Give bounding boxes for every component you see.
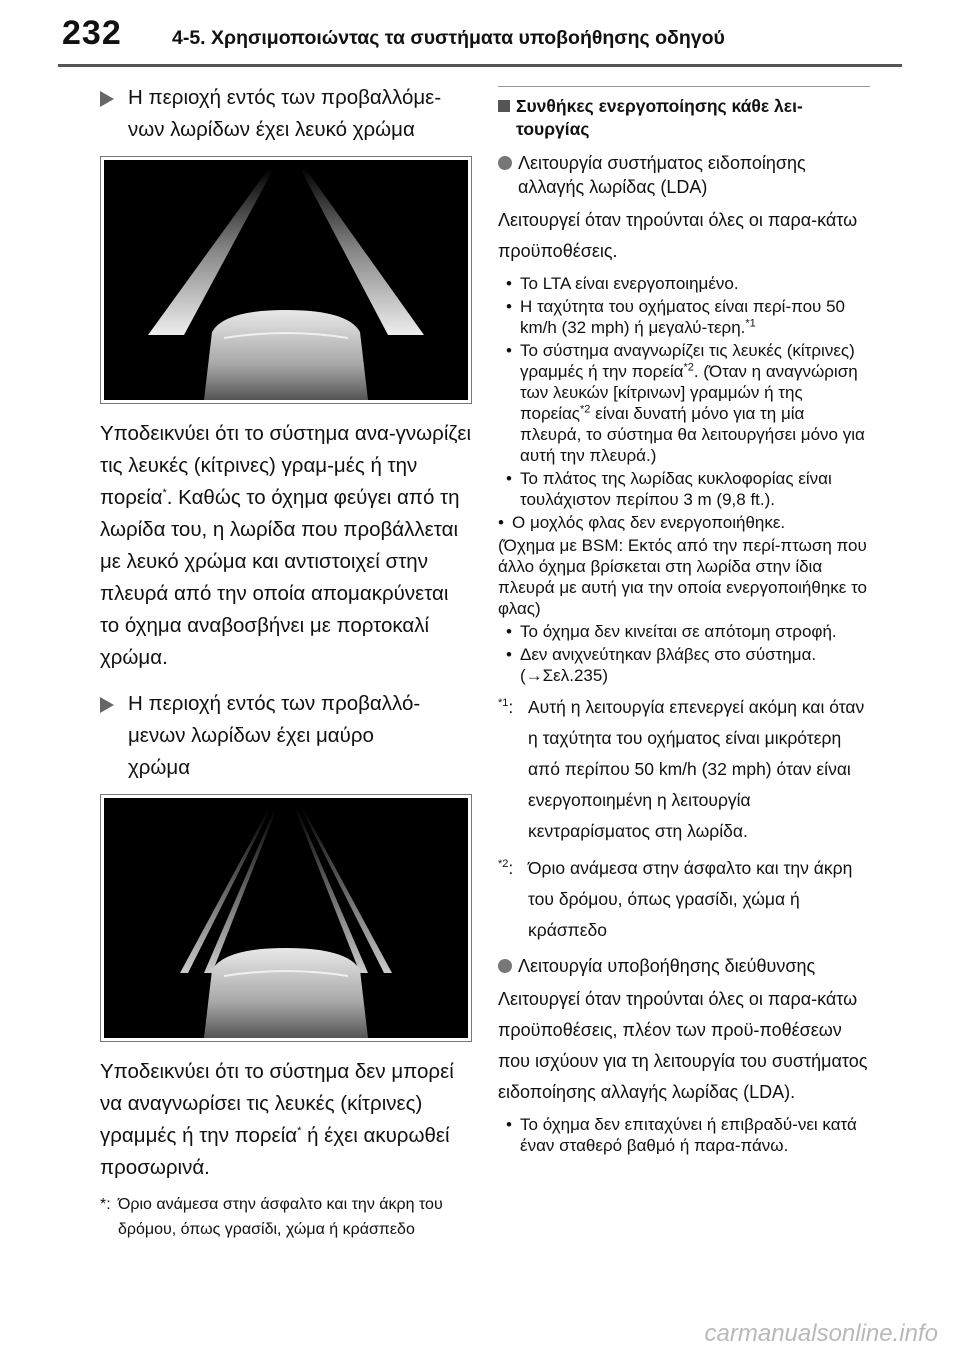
lda-bsm-note: (Όχημα με BSM: Εκτός από την περί-πτωση που άλλο όχημα βρίσκεται στη λωρίδα στην ίδια πλευρά με αυτή για την οποία ενεργοποιήθηκε το φλας) <box>498 536 868 618</box>
footnote-1: $^{*1}$: Αυτή η λειτουργία επενεργεί ακόμη και όταν η ταχύτητα του οχήματος είναι μικρότερη από περίπου 50 km/h (32 mph) όταν είναι ενεργοποιημένη η λειτουργία κεντραρίσματος στη λωρίδα. <box>498 697 865 841</box>
figure-white-lanes <box>100 156 472 404</box>
right-column <box>498 86 870 1158</box>
section-title: Συνθήκες ενεργοποίησης κάθε λει-τουργίας <box>498 86 870 141</box>
left-column <box>100 82 472 1242</box>
lda-bullet: • Το σύστημα αναγνωρίζει τις λευκές (κίτρινες) γραμμές ή την πορεία$^{*2}$. (Όταν η αναγνώριση των λευκών [κίτρινων] γραμμών ή της πορείας$^{*2}$ είναι δυνατή μόνο για τη μία πλευρά, το σύστημα θα λειτουργήσει μόνο για αυτή την πλευρά.) <box>506 341 865 465</box>
lda-intro: Λειτουργεί όταν τηρούνται όλες οι παρα-κάτω προϋποθέσεις. <box>498 210 858 261</box>
lda-bullet: • Δεν ανιχνεύτηκαν βλάβες στο σύστημα. (→Σελ.235) <box>506 645 817 685</box>
paragraph-white-lanes: Υποδεικνύει ότι το σύστημα ανα-γνωρίζει τις λευκές (κίτρινες) γραμ-μές ή την πορεία*. Καθώς το όχημα φεύγει από τη λωρίδα του, η λωρίδα που προβάλλεται με λευκό χρώμα και αντιστοιχεί στην πλευρά από την οποία απομακρύνεται το όχημα αναβοσβήνει με πορτοκαλί χρώμα. <box>100 422 472 669</box>
steering-bullet: • Το όχημα δεν επιταχύνει ή επιβραδύ-νει κατά έναν σταθερό βαθμό ή παρα-πάνω. <box>506 1115 857 1155</box>
square-bullet-icon <box>498 100 510 112</box>
page-number: 232 <box>62 14 122 52</box>
footnote-left: *: Όριο ανάμεσα στην άσφαλτο και την άκρη του δρόμου, όπως γρασίδι, χώμα ή κράσπεδο <box>100 1196 443 1238</box>
lda-bullet: • Το όχημα δεν κινείται σε απότομη στροφή. <box>506 622 837 641</box>
chapter-title: 4-5. Χρησιμοποιώντας τα συστήματα υποβοήθησης οδηγού <box>172 27 725 49</box>
heading-white-lanes <box>100 82 472 146</box>
heading-black-line2: μενων λωρίδων έχει μαύρο <box>128 724 374 747</box>
lda-bullet: • Ο μοχλός φλας δεν ενεργοποιήθηκε. <box>498 513 786 532</box>
heading-black-line3: χρώμα <box>128 756 191 779</box>
lda-bullet: • Το LTA είναι ενεργοποιημένο. <box>506 274 739 293</box>
heading-white-line2: νων λωρίδων έχει λευκό χρώμα <box>128 118 415 141</box>
lda-bullet: • Το πλάτος της λωρίδας κυκλοφορίας είναι τουλάχιστον περίπου 3 m (9,8 ft.). <box>506 469 832 509</box>
circle-bullet-icon <box>498 959 512 973</box>
heading-white-line1: Η περιοχή εντός των προβαλλόμε- <box>128 86 442 109</box>
steering-title: Λειτουργία υποβοήθησης διεύθυνσης <box>498 954 870 978</box>
figure-black-lanes <box>100 794 472 1042</box>
steering-intro: Λειτουργεί όταν τηρούνται όλες οι παρα-κάτω προϋποθέσεις, πλέον των προϋ-ποθέσεων που ισχύουν για τη λειτουργία του συστήματος ειδοποίησης αλλαγής λωρίδας (LDA). <box>498 989 868 1102</box>
heading-black-line1: Η περιοχή εντός των προβαλλό- <box>128 692 421 715</box>
lda-title: Λειτουργία συστήματος ειδοποίησης αλλαγής λωρίδας (LDA) <box>498 151 870 199</box>
paragraph-black-lanes: Υποδεικνύει ότι το σύστημα δεν μπορεί να αναγνωρίσει τις λευκές (κίτρινες) γραμμές ή την πορεία* ή έχει ακυρωθεί προσωρινά. <box>100 1060 454 1179</box>
watermark: carmanualsonline.info <box>704 1320 938 1347</box>
header-rule <box>58 64 902 67</box>
heading-black-lanes <box>100 688 472 784</box>
triangle-bullet-icon <box>100 688 128 713</box>
page-header <box>0 0 960 66</box>
lda-bullet: • Η ταχύτητα του οχήματος είναι περί-που 50 km/h (32 mph) ή μεγαλύ-τερη.$^{*1}$ <box>506 297 845 337</box>
circle-bullet-icon <box>498 156 512 170</box>
triangle-bullet-icon <box>100 82 128 107</box>
footnote-2: $^{*2}$: Όριο ανάμεσα στην άσφαλτο και την άκρη του δρόμου, όπως γρασίδι, χώμα ή κράσπεδο <box>498 858 853 940</box>
